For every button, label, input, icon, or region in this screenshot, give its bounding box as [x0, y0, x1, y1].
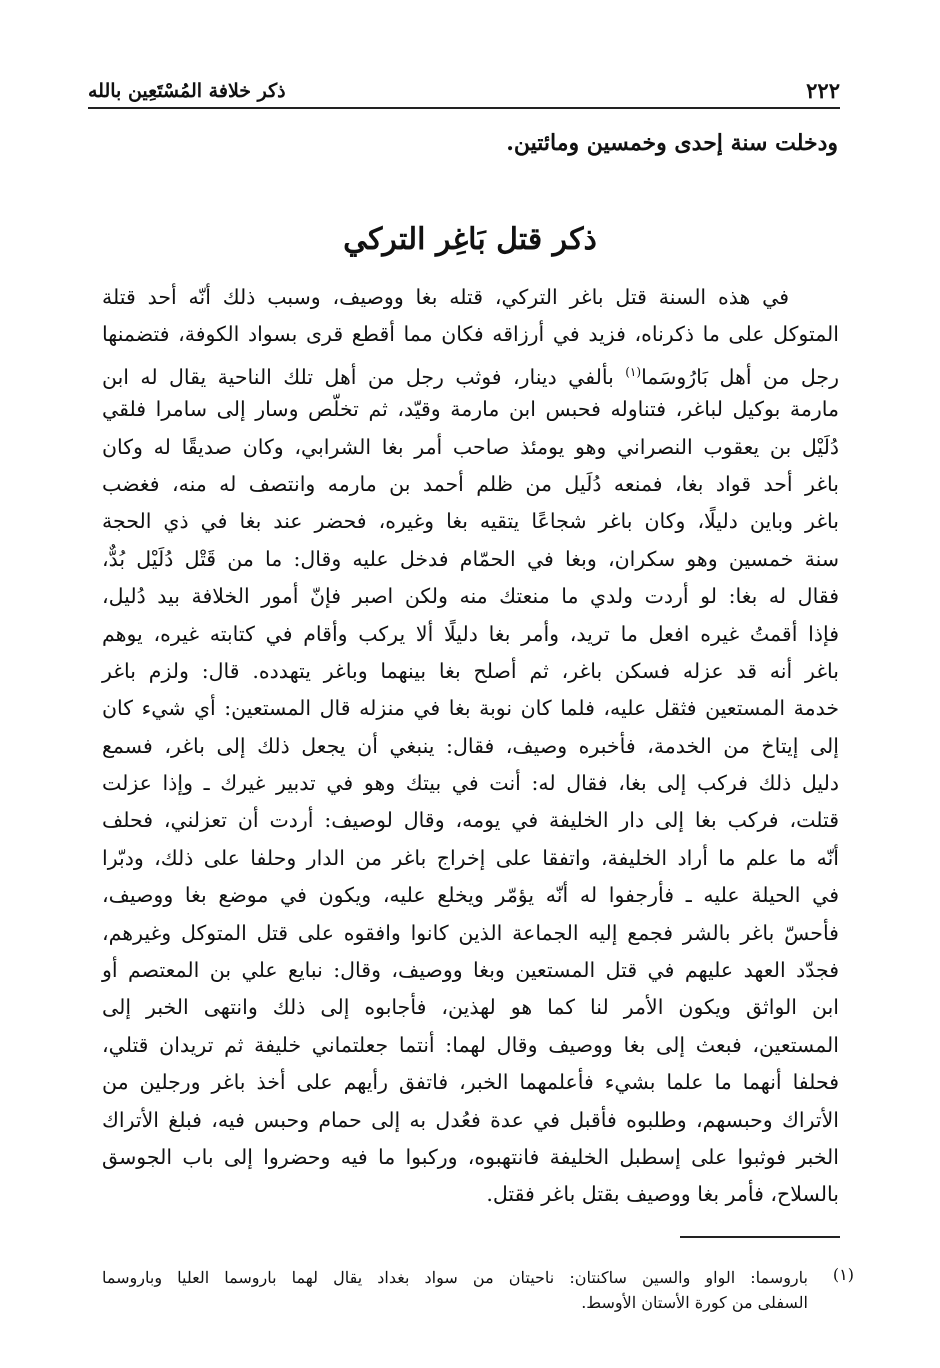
body-line-part: بألفي دينار، فوثب رجل من أهل تلك الناحية يقال له ابن	[102, 364, 626, 389]
running-title: ذكر خلافة المُسْتَعِين بالله	[88, 80, 286, 102]
body-line: باغر أحد قواد بغا، فمنعه دُلَيل من ظلم أحمد بن مارمه وانتصف له منه، فغضب	[102, 471, 839, 496]
body-line: باغر وباين دليلًا، وكان باغر شجاعًا يتقيه بغا وغيره، فحضر عند بغا في ذي الحجة	[102, 509, 839, 534]
body-line: دُلَيْل بن يعقوب النصراني وهو يومئذ صاحب أمر بغا الشرابي، وكان صديقًا له وكان	[102, 434, 839, 459]
body-line: فقال له بغا: لو أردت ولدي ما منعتك منه ولكن اصبر فإنّ أمور الخلافة بيد دُليل،	[102, 584, 839, 609]
page-number: ٢٢٢	[806, 78, 840, 103]
footnote-divider	[680, 1236, 840, 1238]
body-line: أنّه ما علم ما أراد الخليفة، واتفقا على إخراج باغر من الدار وحلفا على ذلك، ودبّرا	[102, 845, 839, 870]
body-line-part: رجل من أهل بَارُوسَما	[641, 364, 839, 389]
body-line: في الحيلة عليه ـ فأرجفوا له أنّه يؤمّر ويخلع عليه، ويكون في موضع بغا ووصيف،	[102, 883, 839, 908]
footnote	[102, 1265, 854, 1315]
body-line: ابن الواثق ويكون الأمر لنا كما هو لهذين، فأجابوه إلى ذلك وانتهى الخبر إلى	[102, 995, 839, 1020]
footnote-line: السفلى من كورة الأستان الأوسط.	[581, 1293, 808, 1312]
body-line: سنة خمسين وهو سكران، وبغا في الحمّام فدخل عليه وقال: ما من قَتْل دُلَيْل بُدٌّ،	[102, 546, 839, 571]
header-divider	[88, 107, 840, 109]
section-title: ذكر قتل بَاغِر التركي	[343, 222, 597, 257]
body-line: مارمة بوكيل لباغر، فتناوله فحبس ابن مارمة وقيّد، ثم تخلّص وسار إلى سامرا فلقي	[102, 397, 839, 422]
body-line: بالسلاح، فأمر بغا ووصيف بقتل باغر فقتل.	[486, 1182, 839, 1207]
body-line: فأحسّ باغر بالشر فجمع إليه الجماعة الذين كانوا وافقوه على قتل المتوكل وغيرهم،	[102, 920, 839, 945]
body-line: الخبر فوثبوا على إسطبل الخليفة فانتهبوه، وركبوا ما فيه وحضروا إلى باب الجوسق	[102, 1144, 839, 1169]
body-line: قتلت، فركب بغا إلى دار الخليفة في يومه، وقال لوصيف: أردت أن تعزلني، فحلف	[102, 808, 839, 833]
footnote-marker: (١)	[832, 1265, 854, 1284]
body-line: إلى إيتاخ من الخدمة، فأخبره وصيف، فقال: ينبغي أن يجعل ذلك إلى باغر، فسمع	[102, 733, 839, 758]
body-line: فإذا أقمتُ غيره افعل ما تريد، وأمر بغا دليلًا ألا يركب وأقام في كتابته غيره، يوهم	[102, 621, 839, 646]
footnote-line: باروسما: الواو والسين ساكنتان: ناحيتان من سواد بغداد يقال لهما باروسما العليا وباروسما	[102, 1268, 808, 1287]
body-line	[102, 354, 839, 391]
body-line: الأتراك وحبسهم، وطلبوه فأقبل في عدة فعُدل به إلى حمام وحبس فيه، فبلغ الأتراك	[102, 1107, 839, 1132]
year-line: ودخلت سنة إحدى وخمسين ومائتين.	[506, 130, 838, 156]
body-line: فحلفا أنهما ما علما بشيء فأعلمهما الخبر، فاتفق رأيهم على أخذ باغر ورجلين من	[102, 1070, 839, 1095]
body-line: باغر أنه قد عزله فسكن باغر، ثم أصلح بغا بينهما وباغر يتهدده. قال: ولزم باغر	[102, 658, 839, 683]
body-line: المستعين، فبعث إلى بغا ووصيف وقال لهما: أنتما جعلتماني خليفة ثم تريدان قتلي،	[102, 1032, 839, 1057]
footnote-reference: (١)	[625, 364, 642, 379]
body-line: المتوكل على ما ذكرناه، فزيد في أرزاقه فكان مما أقطع قرى بسواد الكوفة، فتضمنها	[102, 322, 839, 347]
body-line: دليل ذلك فركب إلى بغا، فقال له: أنت في بيتك وهو في تدبير غيرك ـ وإذا عزلت	[102, 771, 839, 796]
body-text	[102, 279, 839, 1214]
body-line: في هذه السنة قتل باغر التركي، قتله بغا ووصيف، وسبب ذلك أنّه أحد قتلة	[102, 285, 789, 309]
body-line: خدمة المستعين فثقل عليه، فلما كان نوبة بغا في منزله قال المستعين: أي شيء كان	[102, 696, 839, 721]
body-line: فجدّد العهد عليهم في قتل المستعين وبغا ووصيف، وقال: نبايع علي بن المعتصم أو	[102, 958, 839, 983]
